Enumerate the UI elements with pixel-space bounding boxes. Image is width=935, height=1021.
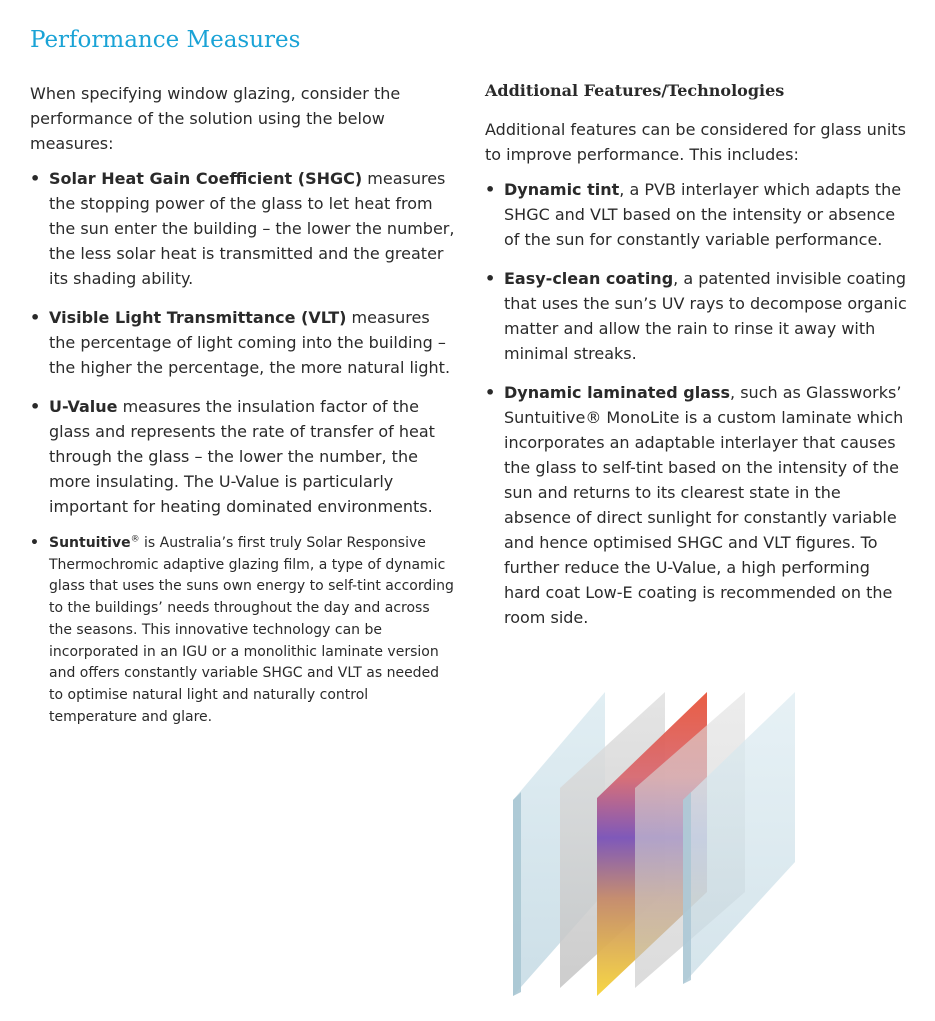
- desc-easy-clean: , a patented invisible coating that uses the sun’s UV rays to decompose organic matter and allow the rain to rinse it away with minimal streaks.: [504, 269, 907, 363]
- term-shgc: Solar Heat Gain Coefficient (SHGC): [49, 169, 363, 188]
- term-u-value: U-Value: [49, 397, 118, 416]
- features-list: [485, 177, 910, 630]
- list-item-dynamic-laminated: [485, 380, 910, 630]
- bullet-icon: •: [485, 383, 496, 402]
- bullet-icon: •: [30, 535, 39, 551]
- list-item-shgc: [30, 166, 455, 291]
- registered-mark: ®: [130, 534, 140, 545]
- desc-dynamic-tint: , a PVB interlayer which adapts the SHGC and VLT based on the intensity or absence of the sun for constantly variable performance.: [504, 180, 902, 249]
- bullet-icon: •: [485, 180, 496, 199]
- list-item-u-value: [30, 394, 455, 519]
- term-vlt: Visible Light Transmittance (VLT): [49, 308, 347, 327]
- desc-u-value: measures the insulation factor of the glass and represents the rate of transfer of heat through the glass – the lower the number, the more insulating. The U-Value is particularly important for heating dominated environments.: [49, 397, 435, 516]
- term-easy-clean: Easy-clean coating: [504, 269, 674, 288]
- page-title: Performance Measures: [30, 27, 301, 53]
- bullet-icon: •: [30, 169, 41, 188]
- glass-layers-illustration: [505, 688, 800, 996]
- bullet-icon: •: [485, 269, 496, 288]
- list-item-dynamic-tint: [485, 177, 910, 252]
- list-item-suntuitive: [30, 533, 455, 728]
- term-suntuitive: Suntuitive: [49, 535, 131, 551]
- glass-pane-outer-right-edge: [683, 792, 691, 984]
- bullet-icon: •: [30, 308, 41, 327]
- list-item-easy-clean: [485, 266, 910, 366]
- measures-list: [30, 166, 455, 728]
- right-intro: Additional features can be considered for glass units to improve performance. This includes:: [485, 120, 906, 164]
- desc-dynamic-laminated: , such as Glassworks’ Suntuitive® MonoLite is a custom laminate which incorporates an adaptable interlayer that causes the glass to self-tint based on the intensity of the sun and returns to its clearest state in the absence of direct sunlight for constantly variable and hence optimised SHGC and VLT figures. To further reduce the U-Value, a high performing hard coat Low-E coating is recommended on the room side.: [504, 383, 904, 627]
- desc-shgc: measures the stopping power of the glass to let heat from the sun enter the building – the lower the number, the less solar heat is transmitted and the greater its shading ability.: [49, 169, 455, 288]
- desc-suntuitive: is Australia’s first truly Solar Responsive Thermochromic adaptive glazing film, a type of dynamic glass that uses the suns own energy to self-tint according to the buildings’ needs throughout the day and across the seasons. This innovative technology can be incorporated in an IGU or a monolithic laminate version and offers constantly variable SHGC and VLT as needed to optimise natural light and naturally control temperature and glare.: [49, 535, 454, 725]
- left-intro: When specifying window glazing, consider the performance of the solution using the below measures:: [30, 84, 401, 153]
- bullet-icon: •: [30, 397, 41, 416]
- desc-vlt: measures the percentage of light coming into the building – the higher the percentage, the more natural light.: [49, 308, 451, 377]
- right-column: [485, 80, 910, 644]
- term-dynamic-laminated: Dynamic laminated glass: [504, 383, 731, 402]
- glass-pane-outer-left-edge: [513, 792, 521, 996]
- term-dynamic-tint: Dynamic tint: [504, 180, 620, 199]
- list-item-vlt: [30, 305, 455, 380]
- left-column: [30, 81, 455, 742]
- section-heading: Additional Features/Technologies: [485, 81, 785, 100]
